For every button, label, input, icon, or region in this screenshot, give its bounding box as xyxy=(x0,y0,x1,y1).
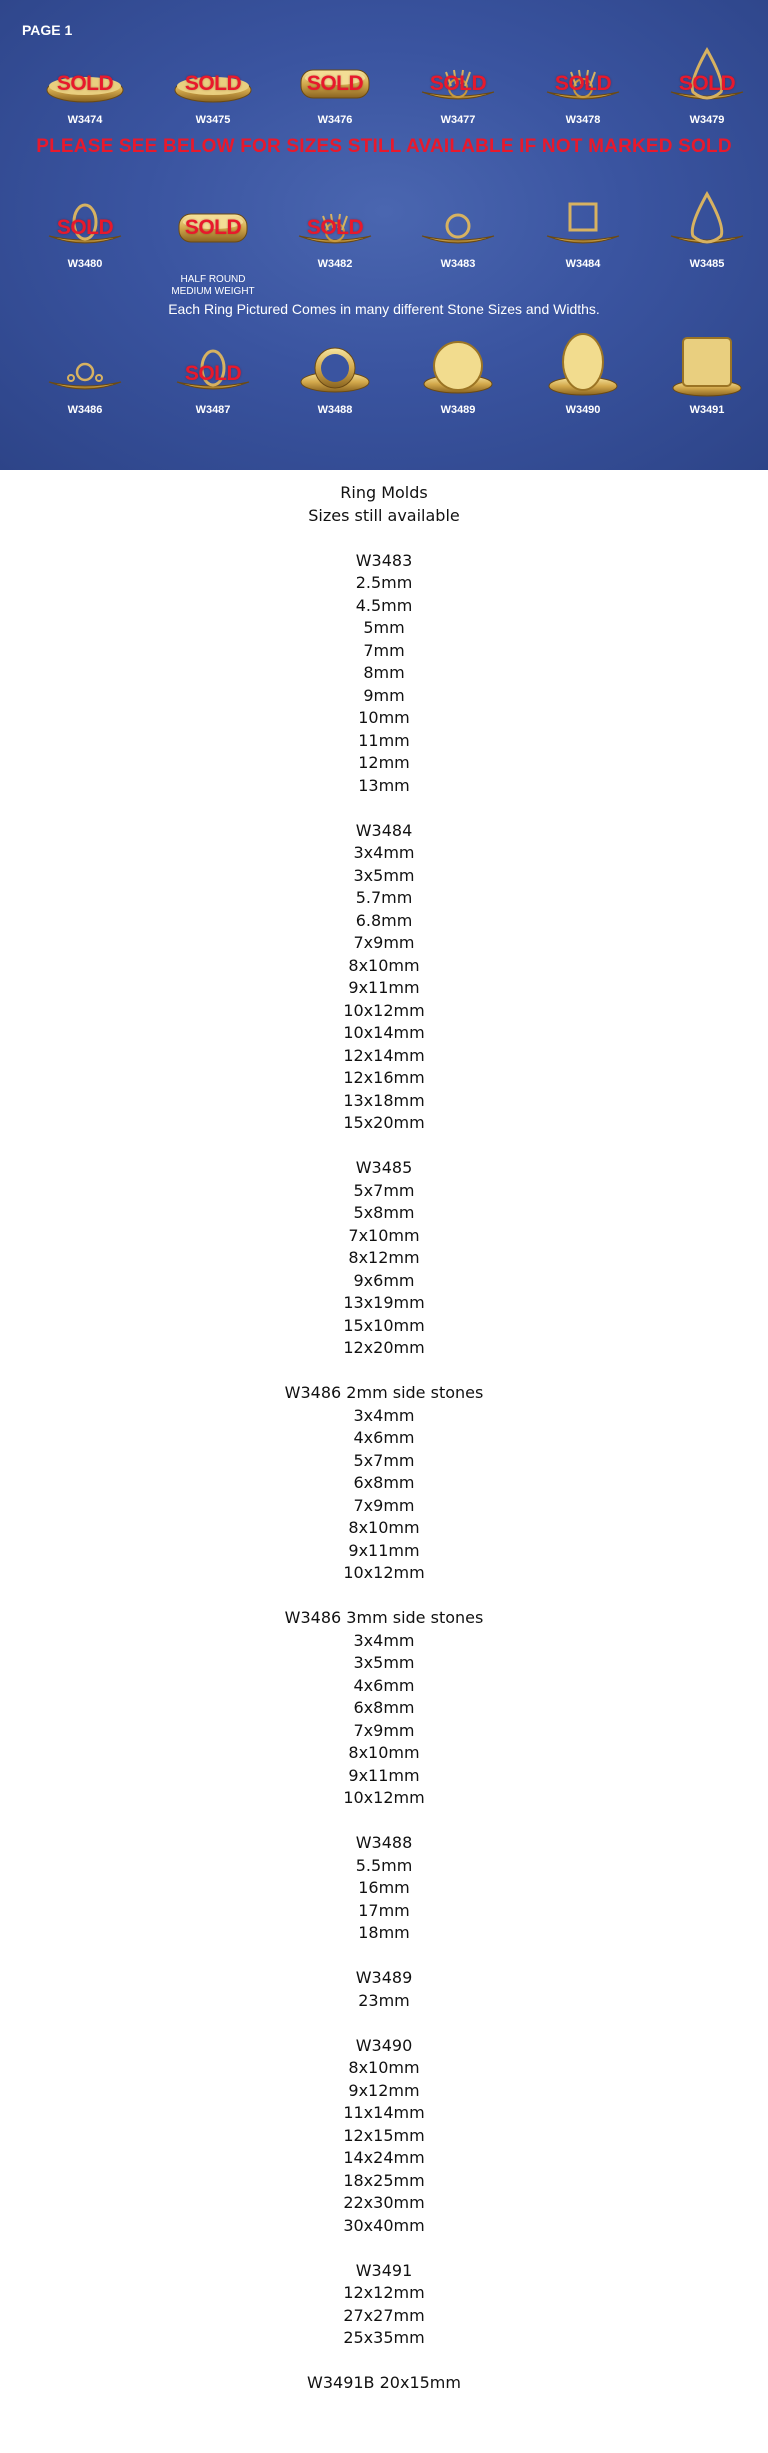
ring-code: W3491 xyxy=(689,404,725,416)
size-item: 10x12mm xyxy=(343,1563,425,1582)
ring-item xyxy=(403,48,513,138)
size-item: 5.5mm xyxy=(355,1855,413,1875)
size-item: 11mm xyxy=(358,730,410,750)
ring-code: W3478 xyxy=(565,114,601,126)
size-group xyxy=(0,1382,768,1585)
size-group-header: W3485 xyxy=(355,1158,413,1177)
size-group-header: W3486 2mm side stones xyxy=(284,1383,484,1402)
size-group xyxy=(0,1157,768,1360)
size-item: 8x10mm xyxy=(348,2058,420,2077)
ring-item xyxy=(528,192,638,282)
size-item: 5x7mm xyxy=(353,1450,415,1470)
page-label: PAGE 1 xyxy=(22,22,73,38)
ring-code: W3477 xyxy=(440,114,476,126)
size-group-header: W3491 xyxy=(355,2260,413,2280)
size-item: 3x5mm xyxy=(353,865,415,885)
size-group xyxy=(0,2372,768,2395)
size-item: 12x12mm xyxy=(343,2283,425,2302)
size-item: 4x6mm xyxy=(353,1428,415,1447)
size-item: 30x40mm xyxy=(343,2215,425,2235)
size-item: 7x9mm xyxy=(353,1495,415,1515)
ring-code: W3476 xyxy=(317,114,353,126)
size-item: 13mm xyxy=(358,775,410,795)
size-item: 9x11mm xyxy=(348,978,420,997)
sizes-list xyxy=(0,470,768,2395)
size-item: 10x12mm xyxy=(343,1000,425,1020)
ring-item xyxy=(158,192,268,297)
sold-label: SOLD xyxy=(306,72,364,95)
sold-label: SOLD xyxy=(678,72,736,95)
size-item: 17mm xyxy=(358,1900,410,1920)
size-item: 3x5mm xyxy=(353,1653,415,1672)
size-item: 8mm xyxy=(363,663,405,682)
size-item: 14x24mm xyxy=(343,2148,425,2167)
size-item: 9x6mm xyxy=(353,1270,415,1290)
size-item: 9x12mm xyxy=(348,2080,420,2100)
size-item: 4.5mm xyxy=(355,595,413,615)
size-item: 10mm xyxy=(358,708,410,727)
ring-item xyxy=(30,192,140,282)
size-item: 8x12mm xyxy=(348,1248,420,1267)
size-item: 6.8mm xyxy=(355,910,413,930)
size-item: 9x11mm xyxy=(348,1765,420,1785)
size-group xyxy=(0,820,768,1135)
size-group-header: W3488 xyxy=(355,1833,413,1852)
ring-code: W3483 xyxy=(440,258,476,270)
ring-item xyxy=(280,192,390,282)
ring-subtitle: HALF ROUND MEDIUM WEIGHT xyxy=(171,274,255,297)
size-group xyxy=(0,550,768,798)
size-group xyxy=(0,2035,768,2238)
ring-code: W3480 xyxy=(67,258,103,270)
ring-code: W3475 xyxy=(195,114,231,126)
ring-item xyxy=(30,48,140,138)
sizes-subtitle: Sizes still available xyxy=(308,505,460,525)
ring-item xyxy=(528,338,638,428)
size-item: 5x7mm xyxy=(353,1180,415,1200)
size-item: 13x18mm xyxy=(343,1090,425,1110)
ring-item xyxy=(652,48,762,138)
sold-label: SOLD xyxy=(184,72,242,95)
sold-label: SOLD xyxy=(429,72,487,95)
ring-code: W3474 xyxy=(67,114,103,126)
size-item: 10x14mm xyxy=(343,1023,425,1042)
size-item: 5x8mm xyxy=(353,1203,415,1222)
size-group-header: W3489 xyxy=(355,1968,413,1987)
size-item: 3x4mm xyxy=(353,1630,415,1650)
size-item: 8x10mm xyxy=(348,955,420,975)
size-item: 6x8mm xyxy=(353,1698,415,1717)
size-group xyxy=(0,1607,768,1810)
size-item: 7x10mm xyxy=(348,1225,420,1245)
size-item: 12x15mm xyxy=(343,2125,425,2145)
size-group-header: W3486 3mm side stones xyxy=(284,1608,484,1627)
ring-code: W3484 xyxy=(565,258,601,270)
size-item: 7x9mm xyxy=(353,1720,415,1740)
size-item: 12x16mm xyxy=(343,1068,425,1087)
ring-item xyxy=(280,48,390,138)
ring-code: W3485 xyxy=(689,258,725,270)
size-group-header: W3483 xyxy=(355,550,413,570)
ring-code: W3489 xyxy=(440,404,476,416)
sold-label: SOLD xyxy=(554,72,612,95)
size-item: 18x25mm xyxy=(343,2170,425,2190)
size-item: 5.7mm xyxy=(355,888,413,907)
size-item: 22x30mm xyxy=(343,2193,425,2212)
ring-code: W3482 xyxy=(317,258,353,270)
size-item: 7x9mm xyxy=(353,933,415,952)
size-item: 3x4mm xyxy=(353,843,415,862)
size-item: 3x4mm xyxy=(353,1405,415,1425)
size-item: 15x10mm xyxy=(343,1315,425,1335)
size-group-header: W3490 xyxy=(355,2035,413,2055)
size-group-header: W3491B 20x15mm xyxy=(307,2373,461,2392)
size-item: 23mm xyxy=(358,1990,410,2010)
size-item: 12x20mm xyxy=(343,1338,425,1357)
size-item: 11x14mm xyxy=(343,2103,425,2122)
size-item: 10x12mm xyxy=(343,1788,425,1807)
size-item: 18mm xyxy=(358,1923,410,1942)
size-item: 9x11mm xyxy=(348,1540,420,1560)
sold-label: SOLD xyxy=(306,216,364,239)
ring-item xyxy=(403,192,513,282)
size-group-header: W3484 xyxy=(355,820,413,840)
ring-item xyxy=(158,338,268,428)
ring-code: W3487 xyxy=(195,404,231,416)
ring-item xyxy=(280,338,390,428)
size-group xyxy=(0,2260,768,2350)
size-item: 12x14mm xyxy=(343,1045,425,1065)
size-item: 12mm xyxy=(358,753,410,772)
size-item: 15x20mm xyxy=(343,1113,425,1132)
size-group xyxy=(0,1967,768,2012)
size-item: 4x6mm xyxy=(353,1675,415,1695)
ring-item xyxy=(403,338,513,428)
availability-banner: PLEASE SEE BELOW FOR SIZES STILL AVAILABLE IF NOT MARKED SOLD xyxy=(36,136,732,157)
size-item: 8x10mm xyxy=(348,1743,420,1762)
size-item: 2.5mm xyxy=(355,573,413,592)
ring-item xyxy=(528,48,638,138)
ring-item xyxy=(652,192,762,282)
sold-label: SOLD xyxy=(184,216,242,239)
catalog-note: Each Ring Pictured Comes in many different Stone Sizes and Widths. xyxy=(168,301,600,317)
ring-code: W3488 xyxy=(317,404,353,416)
size-item: 7mm xyxy=(363,640,405,660)
size-item: 6x8mm xyxy=(353,1473,415,1492)
size-item: 8x10mm xyxy=(348,1518,420,1537)
size-groups xyxy=(0,550,768,2395)
ring-item xyxy=(158,48,268,138)
size-item: 16mm xyxy=(358,1878,410,1897)
size-item: 25x35mm xyxy=(343,2328,425,2347)
ring-code: W3490 xyxy=(565,404,601,416)
ring-item xyxy=(652,338,762,428)
sold-label: SOLD xyxy=(184,362,242,385)
ring-code: W3479 xyxy=(689,114,725,126)
sold-label: SOLD xyxy=(56,72,114,95)
size-item: 9mm xyxy=(363,685,405,705)
ring-code: W3486 xyxy=(67,404,103,416)
size-item: 13x19mm xyxy=(343,1293,425,1312)
size-item: 27x27mm xyxy=(343,2305,425,2325)
size-group xyxy=(0,1832,768,1945)
ring-catalog-image xyxy=(0,0,768,470)
ring-item xyxy=(30,338,140,428)
sold-label: SOLD xyxy=(56,216,114,239)
sizes-title: Ring Molds xyxy=(340,483,428,502)
size-item: 5mm xyxy=(363,618,405,637)
